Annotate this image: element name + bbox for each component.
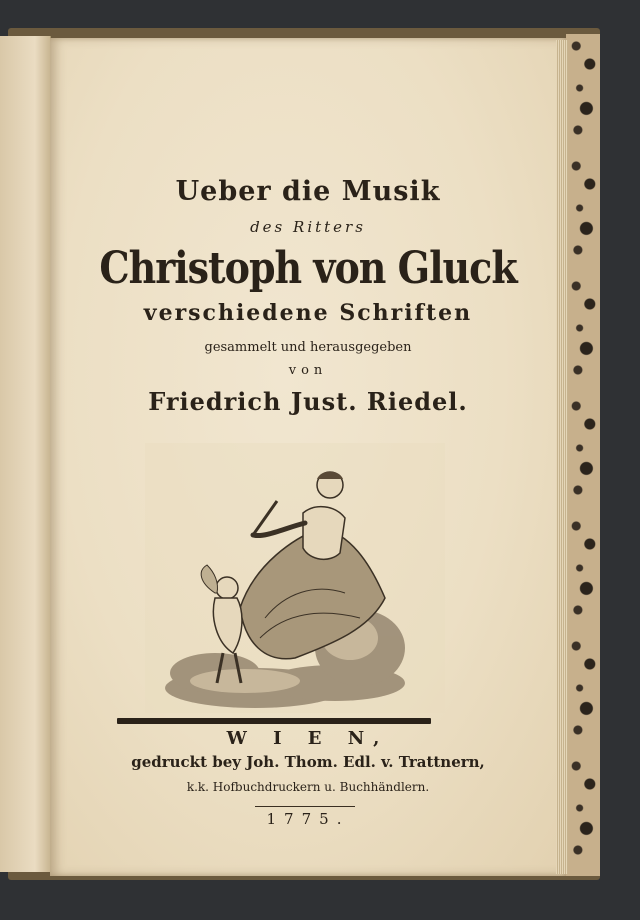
page-fore-edge <box>556 40 568 874</box>
ornamental-rule <box>117 718 431 724</box>
left-page-edge <box>0 36 51 872</box>
short-rule <box>255 806 355 807</box>
title-composer-name: Christoph von Gluck <box>99 241 517 294</box>
title-line-5: gesammelt und herausgegeben <box>204 340 412 355</box>
marbled-board <box>566 34 600 876</box>
title-line-1: Ueber die Musik <box>175 176 441 207</box>
title-line-6: von <box>288 363 328 378</box>
imprint-printer-title: k.k. Hofbuchdruckern u. Buchhändlern. <box>186 780 430 794</box>
imprint-year: 1775. <box>266 810 350 828</box>
title-line-2: des Ritters <box>250 218 366 236</box>
author-name: Friedrich Just. Riedel. <box>148 387 468 416</box>
title-line-4: verschiedene Schriften <box>143 300 473 326</box>
imprint-place: W I E N, <box>226 728 390 749</box>
title-page <box>50 38 566 876</box>
imprint-printer: gedruckt bey Joh. Thom. Edl. v. Trattnern, <box>131 753 485 771</box>
allegorical-engraving <box>145 443 445 713</box>
